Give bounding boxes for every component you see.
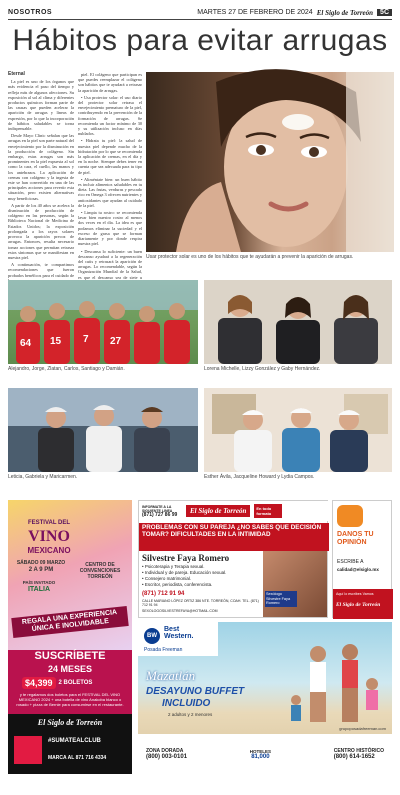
paragraph: • Descansa lo suficiente: un buen descanso ayudará a la regeneración del cutis y retrasará la aparición de arrugas. Lo recomendable, según la Organización Mundial de la Salud, es que el descanso sea de siete u xyxy=(78,248,142,280)
best-western-ad[interactable] xyxy=(138,622,392,774)
bw-website[interactable]: grupoposadafreeman.com xyxy=(339,726,386,731)
festival-hashtag: #SUMATEALCLUB xyxy=(48,738,101,744)
article-byline: Eternal xyxy=(8,71,25,77)
bw-brand-1: Best xyxy=(164,626,180,633)
bw-zone-2-phone[interactable]: (800) 614-1652 xyxy=(333,754,375,760)
festival-description: y te regalamos dos boletos para el FESTIVAL DEL VINO MEXICANO 2024 + una botella de vino Anakoba blanco o rosado + pizza de Bernie para consumirse en el restaurante. xyxy=(16,692,124,707)
festival-phone: MARCA AL 871 716 4334 xyxy=(48,755,107,761)
paragraph: • Hidrata tu piel: la salud de nuestra piel depende mucho de la hidratación por lo que se recomienda la aplicación de cremas, en el día y en la noche. Siempre debes tener en cuenta que sea adecuada para tu tipo de piel. xyxy=(78,138,142,175)
bw-hotel: Posada Freeman xyxy=(144,647,183,653)
ladies-photo-3 xyxy=(204,388,392,472)
festival-date: SÁBADO 09 MARZO xyxy=(16,560,66,566)
paragraph: Desde Mayo Clinic señalan que las arrugas en la piel son parte natural del envejecimiento por la disminución en la producción de colágeno. Sin embargo, estas arrugas son más prominentes en la piel expuesta al sol como la cara, el cuello, las manos y los antebrazos. La aplicación de cremas con colágeno y la ingesta de este se han convertido en una de las principales acciones para revertir esta situación, pero existen alternativas muy beneficiosas. xyxy=(8,133,74,201)
article-column-1 xyxy=(8,71,74,278)
pareja-service: • Psicoterapia y Terapia sexual. xyxy=(142,564,205,569)
couple-photo xyxy=(263,551,327,617)
pareja-tag: Sexólogo Silvestre Faya Romero xyxy=(265,591,297,607)
bw-hotels-label: HOTELES xyxy=(249,748,271,754)
article-column-2 xyxy=(78,72,142,280)
woman-illustration xyxy=(146,72,394,252)
bw-hotels-count: 81,000 xyxy=(251,753,270,760)
pareja-name: Silvestre Faya Romero xyxy=(142,553,230,563)
festival-brand: El Siglo de Torreón xyxy=(37,718,103,727)
club-logo-icon xyxy=(14,736,42,764)
kids-soccer-photo xyxy=(8,280,198,364)
bw-zone-1-phone[interactable]: (800) 003-0101 xyxy=(146,754,188,760)
ladies-illustration xyxy=(204,280,392,364)
festival-guest-label: PAÍS INVITADO xyxy=(22,580,56,585)
page-header xyxy=(8,6,392,20)
bw-brand-2: Western. xyxy=(164,633,194,640)
paragraph: piel. El colágeno que participan es que puedes reemplazar el colágeno son hábitos que te ayudará a retrasar la aparición de arrugas. xyxy=(78,72,142,93)
pareja-headline: PROBLEMAS CON SU PAREJA ¿NO SABES QUE DECISIÓN TOMAR? DIFICULTADES EN LA INTIMIDAD xyxy=(139,523,329,551)
jersey-number: 15 xyxy=(50,336,62,347)
speech-bubble-icon xyxy=(337,505,363,527)
paragraph: La piel es uno de los órganos que más evidencia el paso del tiempo y refleja más de algunos afecciones. Su exposición al sol al clima y diferentes productos químicos forman parte de las causas que pueden acelerar la aparición de arrugas y líneas de expresión, por lo que la incorporación de hábitos saludables se torna indispensable. xyxy=(8,79,74,132)
festival-title-main: VINO xyxy=(28,528,70,545)
pareja-service: • Individual y de pareja. Educación sexual. xyxy=(142,570,227,575)
ladies-photo-2 xyxy=(8,388,198,472)
paragraph: A continuación, te compartimos recomendaciones que fueron probados benéficos para el cuidado de xyxy=(8,262,74,278)
bw-offer-2: INCLUIDO xyxy=(162,698,211,709)
festival-venue: CENTRO DE CONVENCIONES TORREÓN xyxy=(79,562,121,580)
festival-months: 24 MESES xyxy=(47,664,93,674)
section-name: NOSOTROS xyxy=(8,9,53,16)
caption-woman: Usar protector solar es uno de los hábitos que te ayudarán a prevenir la aparición de arrugas. xyxy=(146,254,354,260)
opinion-title: DANOS TU OPINIÓN xyxy=(337,531,374,546)
caption-ladies-3: Esther Ávila, Jacqueline Howard y Lydia Campos. xyxy=(204,474,315,480)
bw-city: Mazatlán xyxy=(146,668,196,683)
paragraph: • Aliméntate bien: un buen hábito es incluir alimentos saludables en tu dieta. Las frutas, verduras y pescado rico en Omega 3 ofrecen nutrientes y antioxidantes que ayudan al cuidado de la piel. xyxy=(78,176,142,208)
ladies-illustration xyxy=(8,388,198,472)
festival-tickets: 2 BOLETOS xyxy=(58,680,93,686)
article-headline: Hábitos para evitar arrugas xyxy=(12,24,388,57)
pareja-service: • Escritor, periodista, conferencista. xyxy=(142,582,213,587)
pareja-phone-top: (871) 727 86 99 xyxy=(142,512,178,518)
bw-zone-2-label: CENTRO HISTÓRICO xyxy=(333,748,384,754)
kids-illustration xyxy=(8,280,198,364)
caption-kids: Alejandro, Jorge, Zlatan, Carlos, Santiago y Damián. xyxy=(8,366,125,372)
festival-price: $4,399 xyxy=(22,677,56,689)
sexologist-ad[interactable] xyxy=(138,500,328,618)
festival-time: 2 A 9 PM xyxy=(28,567,54,573)
caption-ladies-1: Lorena Michelle, Lizzy González y Gaby Hernández. xyxy=(204,366,321,372)
pareja-badge: En todo formato xyxy=(254,504,282,518)
opinion-write-label: ESCRIBE A xyxy=(337,559,364,565)
opinion-brand: El Siglo de Torreón xyxy=(336,602,381,608)
jersey-number: 27 xyxy=(110,336,122,347)
paragraph: • Limpia tu rostro: se recomienda lavar bien nuestro rostro al menos dos veces en el día. La idea es que podamos eliminar la suciedad y el exceso de grasa que se forman diariamente y por donde respira nuestra piel. xyxy=(78,210,142,247)
bw-offer-note: 2 adultos y 2 menores xyxy=(168,712,213,717)
bw-offer-1: DESAYUNO BUFFET xyxy=(146,686,245,697)
pareja-header: INFORMATE A LA SIGUIENTE LINEA xyxy=(142,505,173,513)
festival-promo: REGALA UNA EXPERIENCIA ÚNICA E INOLVIDABLE xyxy=(11,606,128,638)
paragraph: A partir de los 40 años se acelera la disminución de producción de colágeno en las personas, según la Biblioteca Nacional de Medicina de Estados Unidos; la exposición prolongada a los rayos solares provoca la aparición precoz de arrugas. Entonces, resulta necesario tomar acciones que permitan retrasar estos síntomas que se manifiestan en nuestra piel. xyxy=(8,202,74,260)
festival-title-sub: MEXICANO xyxy=(27,546,71,555)
ladies-illustration xyxy=(204,388,392,472)
best-western-logo-icon: BW xyxy=(144,628,160,644)
brand-name: El Siglo de Torreón xyxy=(316,8,374,17)
jersey-number: 7 xyxy=(83,334,89,345)
festival-title-top: FESTIVAL DEL xyxy=(27,520,71,526)
pareja-address: CALLE MARIANO LÓPEZ ORTIZ 386 NTE. TORREÓN, COAH. TEL. (871) 712 91 94 xyxy=(142,599,259,607)
pareja-email[interactable]: SEXOLOGOSILVESTREFAYA@HOTMAIL.COM xyxy=(142,609,218,613)
opinion-email[interactable]: calidad@elsiglo.mx xyxy=(337,567,379,572)
festival-vino-ad[interactable] xyxy=(8,500,132,774)
caption-ladies-2: Leticia, Gabriela y Maricarmen. xyxy=(8,474,78,480)
pareja-brand: El Siglo de Torreón xyxy=(186,505,250,517)
opinion-ad[interactable] xyxy=(332,500,392,618)
woman-cream-photo xyxy=(146,72,394,252)
jersey-number: 64 xyxy=(20,338,32,349)
pareja-phone-main[interactable]: (871) 712 91 94 xyxy=(142,591,185,597)
opinion-footer: Aquí lo escribes Vamos xyxy=(336,592,374,596)
paragraph: • Usa protector solar: el uso diario del protector solar retrasa el envejecimiento prematuro de la piel, contribuyendo en la prevención de la formación de arrugas. Se recomienda un factor mínimo de 30 y su utilización incluso en días nublados. xyxy=(78,94,142,137)
ladies-photo-1 xyxy=(204,280,392,364)
pareja-service: • Consejero matrimonial. xyxy=(142,576,192,581)
page-number: 5C xyxy=(377,9,392,16)
bw-zone-1-label: ZONA DORADA xyxy=(146,748,184,754)
festival-guest-country: ITALIA xyxy=(27,586,51,593)
issue-date: MARTES 27 DE FEBRERO DE 2024 xyxy=(197,9,313,16)
subscribe-cta[interactable]: SUSCRÍBETE xyxy=(34,650,106,662)
